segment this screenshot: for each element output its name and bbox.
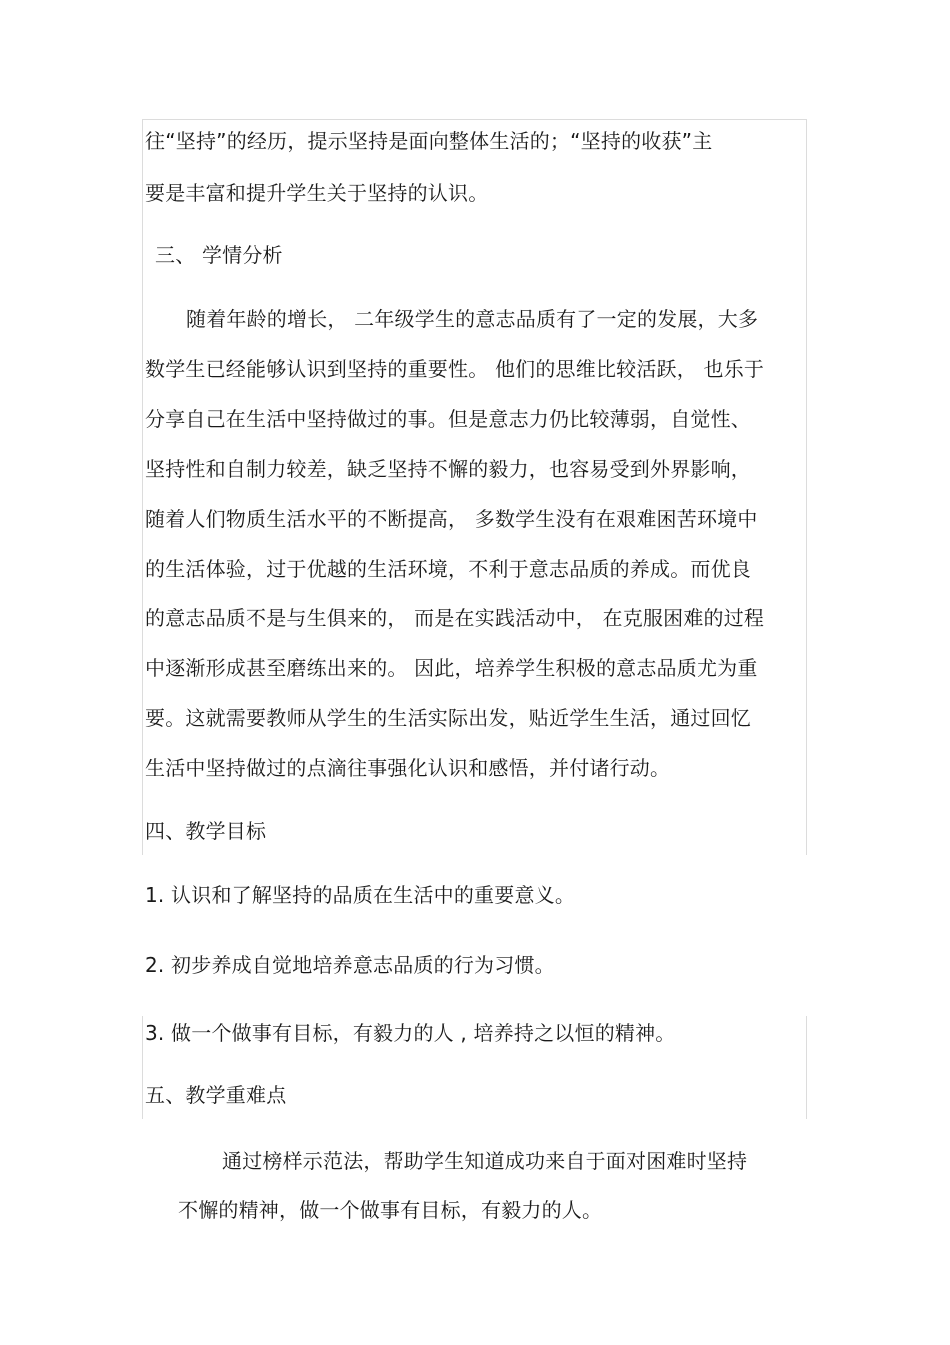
section4-heading: 四、教学目标 [145,819,267,843]
objective-item-3: 3. 做一个做事有目标，有毅力的人 , 培养持之以恒的精神。 [145,1021,676,1045]
section5-line-2: 不懈的精神，做一个做事有目标，有毅力的人。 [178,1198,603,1222]
section3-line-1: 随着年龄的增长， 二年级学生的意志品质有了一定的发展，大多 [186,307,759,331]
section3-line-3: 分享自己在生活中坚持做过的事。但是意志力仍比较薄弱，自觉性、 [145,407,751,431]
intro-line-1: 往“坚持”的经历，提示坚持是面向整体生活的；“坚持的收获”主 [145,129,713,153]
section3-line-2: 数学生已经能够认识到坚持的重要性。 他们的思维比较活跃， 也乐于 [145,357,765,381]
intro-line-2: 要是丰富和提升学生关于坚持的认识。 [145,181,489,205]
frame-right-line [806,119,807,855]
objective-item-1: 1. 认识和了解坚持的品质在生活中的重要意义。 [145,883,576,907]
section3-line-5: 随着人们物质生活水平的不断提高， 多数学生没有在艰难困苦环境中 [145,507,758,531]
section3-line-6: 的生活体验，过于优越的生活环境，不利于意志品质的养成。而优良 [145,557,751,581]
section5-line-1: 通过榜样示范法，帮助学生知道成功来自于面对困难时坚持 [222,1149,748,1173]
section3-line-7: 的意志品质不是与生俱来的， 而是在实践活动中， 在克服困难的过程 [145,606,765,630]
section3-heading: 三、 学情分析 [155,243,283,267]
section3-line-9: 要。这就需要教师从学生的生活实际出发，贴近学生生活，通过回忆 [145,706,751,730]
frame-right-line-lower [806,1016,807,1119]
section3-line-10: 生活中坚持做过的点滴往事强化认识和感悟，并付诸行动。 [145,756,671,780]
section3-line-8: 中逐渐形成甚至磨练出来的。 因此，培养学生积极的意志品质尤为重 [145,656,758,680]
section3-line-4: 坚持性和自制力较差，缺乏坚持不懈的毅力，也容易受到外界影响， [145,457,751,481]
frame-left-line [142,119,143,855]
frame-top-line [142,119,807,120]
objective-item-2: 2. 初步养成自觉地培养意志品质的行为习惯。 [145,953,555,977]
section5-heading: 五、教学重难点 [145,1083,287,1107]
frame-left-line-lower [142,1016,143,1119]
